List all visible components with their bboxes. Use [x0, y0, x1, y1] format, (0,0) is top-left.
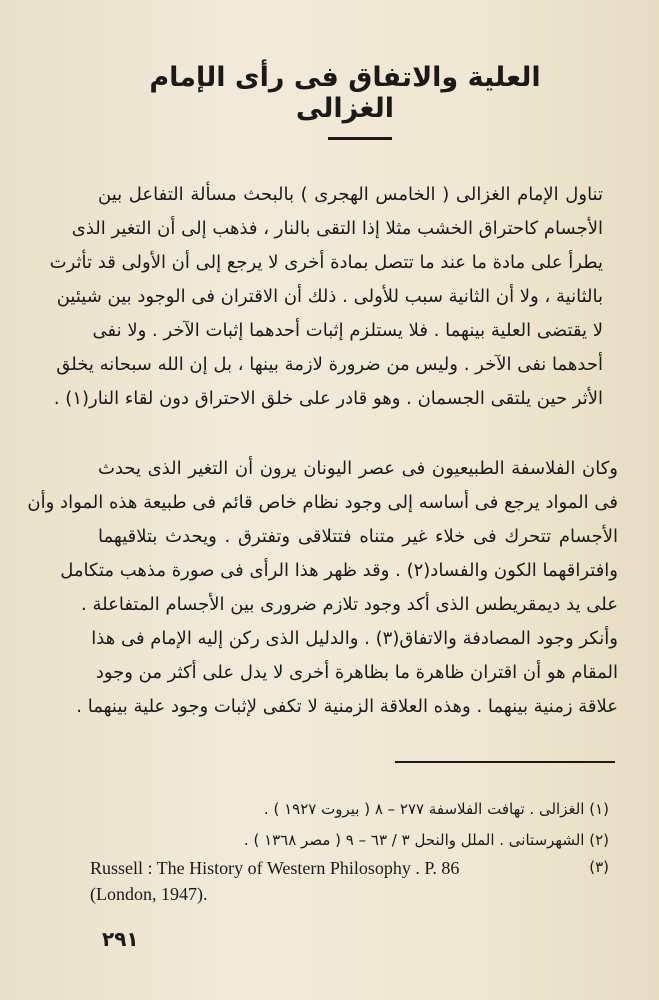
footnote-3-line-2: (London, 1947). — [90, 884, 208, 904]
paragraph-line: الأثر حين يلتقى الجسمان . وهو قادر على خلق الاحتراق دون لقاء النار(١) . — [53, 388, 603, 409]
paragraph-line: وأنكر وجود المصادفة والاتفاق(٣) . والدليل الذى ركن إليه الإمام فى هذا — [91, 628, 618, 649]
paragraph-line: علاقة زمنية بينهما . وهذه العلاقة الزمنية لا تكفى لإثبات وجود علية بينهما . — [76, 696, 618, 717]
paragraph-line: على يد ديمقريطس الذى أكد وجود تلازم ضرورى بين الأجسام المتفاعلة . — [81, 594, 618, 615]
footnote-separator — [395, 761, 615, 763]
paragraph-1 — [49, 178, 603, 416]
paragraph-line: الأجسام كاحتراق الخشب مثلا إذا التقى بالنار ، فذهب إلى أن التغير الذى — [71, 218, 603, 239]
footnote-1: (١) الغزالى . تهافت الفلاسفة ٢٧٧ – ٨ ( بيروت ١٩٢٧ ) . — [263, 800, 609, 818]
paragraph-line: تناول الإمام الغزالى ( الخامس الهجرى ) بالبحث مسألة التفاعل بين — [98, 184, 603, 205]
paragraph-2 — [27, 452, 618, 724]
title-underline-rule — [328, 137, 392, 140]
footnote-3-line-1: Russell : The History of Western Philosophy . P. 86 — [90, 858, 460, 878]
paragraph-line: فى المواد يرجع فى أساسه إلى وجود نظام خاص قائم فى طبيعة هذه المواد وأن — [27, 492, 618, 513]
footnote-3 — [90, 855, 550, 907]
paragraph-line: لا يقتضى العلية بينهما . فلا يستلزم إثبات أحدهما إثبات الآخر . ولا نفى — [92, 320, 603, 341]
paragraph-line: المقام هو أن اقتران ظاهرة ما بظاهرة أخرى لا يدل على أكثر من وجود — [95, 662, 618, 683]
paragraph-line: وكان الفلاسفة الطبيعيون فى عصر اليونان يرون أن التغير الذى يحدث — [98, 458, 618, 479]
footnote-3-number: (٣) — [589, 858, 609, 876]
footnote-2: (٢) الشهرستانى . الملل والنحل ٣ / ٦٣ – ٩ ( مصر ١٣٦٨ ) . — [243, 831, 609, 849]
paragraph-line: وافتراقهما الكون والفساد(٢) . وقد ظهر هذا الرأى فى صورة مذهب متكامل — [60, 560, 618, 581]
page-number: ٢٩١ — [102, 927, 139, 951]
paragraph-line: بالثانية ، ولا أن الثانية سبب للأولى . ذلك أن الاقتران فى الوجود بين شيئين — [56, 286, 603, 307]
paragraph-line: أحدهما نفى الآخر . وليس من ضرورة لازمة بينها ، بل إن الله سبحانه يخلق — [56, 354, 603, 375]
paragraph-line: الأجسام تتحرك فى خلاء غير متناه فتتلاقى وتفترق . ويحدث بتلاقيهما — [98, 526, 618, 547]
page-title: العلية والاتفاق فى رأى الإمام الغزالى — [149, 62, 541, 124]
paragraph-line: يطرأ على مادة ما عند ما تتصل بمادة أخرى لا يرجع إلى أن الأولى قد تأثرت — [49, 252, 603, 273]
